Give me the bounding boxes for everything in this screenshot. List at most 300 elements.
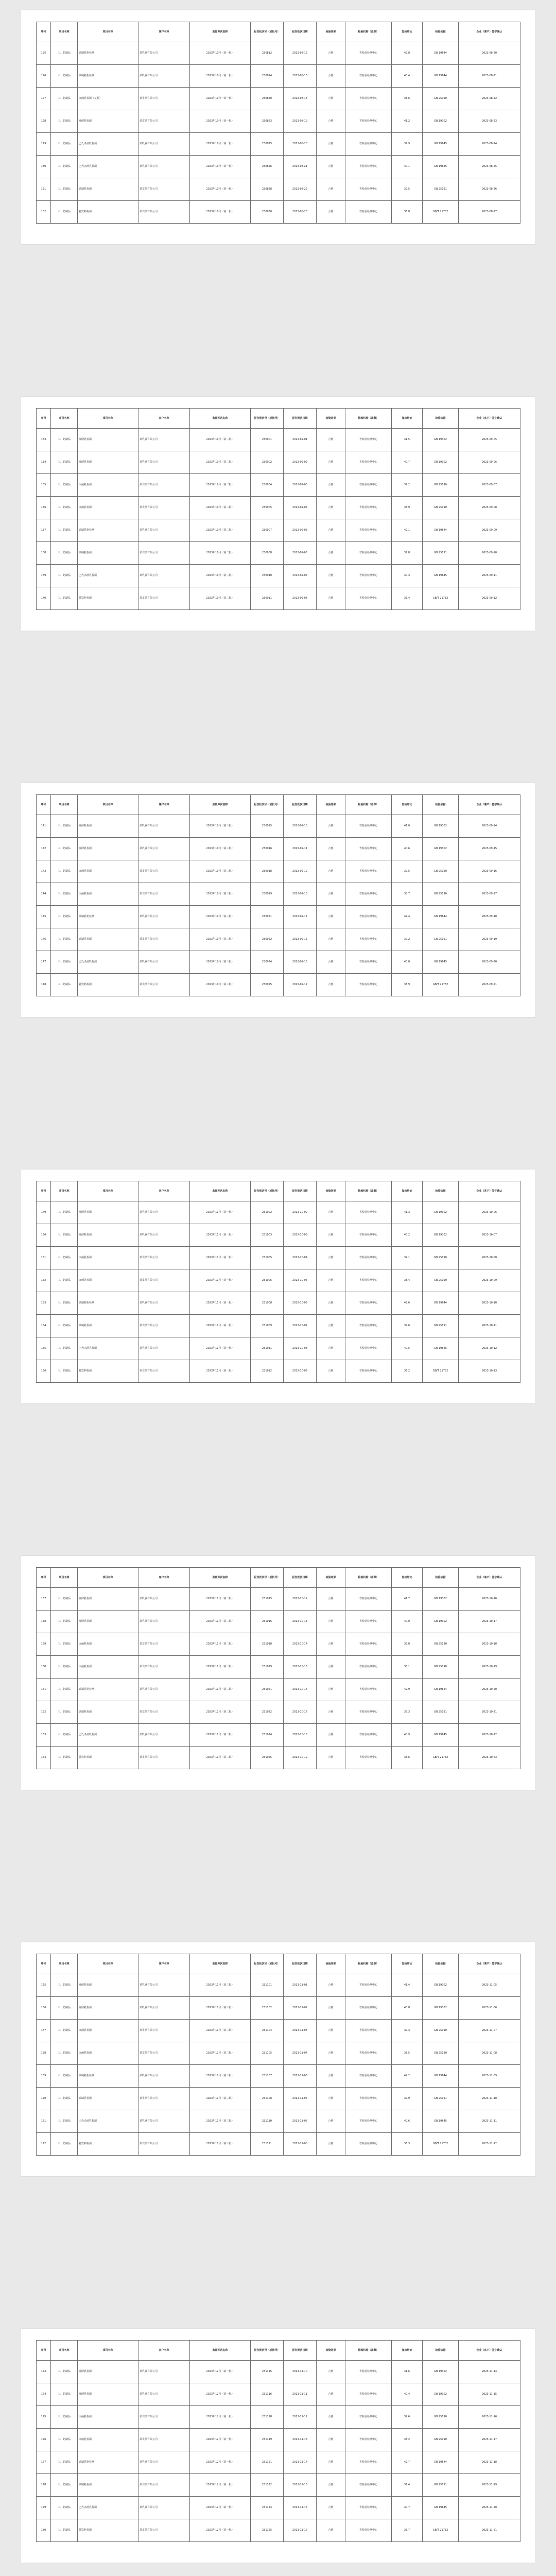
table-cell: 2023-11-10 xyxy=(459,2088,520,2110)
table-row xyxy=(37,951,520,974)
table-cell: 省检验检测中心 xyxy=(345,883,392,906)
table-cell: 155 xyxy=(37,1337,51,1360)
table-cell: GB 19302 xyxy=(423,1201,459,1224)
table-cell: 巴氏杀菌乳检测 xyxy=(78,1337,138,1360)
table-cell: GB 25190 xyxy=(423,88,459,110)
table-cell: 灭菌乳检测 xyxy=(78,2042,138,2065)
table-cell: 231021 xyxy=(251,1679,284,1701)
table-cell: 三、奶制品 xyxy=(51,1315,78,1337)
table-cell: 2023-11-15 xyxy=(459,2383,520,2406)
table-cell: 省检验检测中心 xyxy=(345,2429,392,2451)
table-header-row xyxy=(37,1181,520,1201)
table-cell: 2023-09-02 xyxy=(284,451,317,474)
table-cell: 省检验检测中心 xyxy=(345,1974,392,1997)
table-cell: 130 xyxy=(37,156,51,178)
table-cell: 41.3 xyxy=(392,1201,423,1224)
table-cell: 2023-09-09 xyxy=(459,519,520,542)
table-cell: 2023-09-18 xyxy=(459,906,520,928)
table-cell: GB 25190 xyxy=(423,1633,459,1656)
table-cell: GB 19644 xyxy=(423,2451,459,2474)
table-cell: 合格 xyxy=(317,860,345,883)
table-cell: 230919 xyxy=(251,883,284,906)
table-cell: 125 xyxy=(37,42,51,65)
table-cell: 某食品有限公司 xyxy=(138,2519,190,2542)
table-cell: 150 xyxy=(37,1224,51,1247)
table-cell: 合格 xyxy=(317,178,345,201)
table-cell: 2023-09-08 xyxy=(459,497,520,519)
table-cell: 2023-11-08 xyxy=(284,2133,317,2156)
table-cell: 省检验检测中心 xyxy=(345,429,392,451)
table-cell: 三、奶制品 xyxy=(51,2383,78,2406)
table-cell: 三、奶制品 xyxy=(51,974,78,996)
column-header: 客户名称 xyxy=(138,409,190,429)
table-cell: GB 19302 xyxy=(423,838,459,860)
table-cell: 三、奶制品 xyxy=(51,133,78,156)
table-cell: GB 19644 xyxy=(423,1679,459,1701)
table-cell: 138 xyxy=(37,542,51,565)
table-cell: 灭菌乳检测 xyxy=(78,1633,138,1656)
table-cell: 168 xyxy=(37,2042,51,2065)
table-cell: 37.9 xyxy=(392,2088,423,2110)
table-cell: 2023-09-12 xyxy=(459,587,520,610)
table-cell: 230910 xyxy=(251,565,284,587)
column-header: 企业（客户）签字确认 xyxy=(459,795,520,815)
column-header: 检验依据 xyxy=(423,2341,459,2361)
column-header: 报告批次号（或批号） xyxy=(251,2341,284,2361)
table-cell: 161 xyxy=(37,1679,51,1701)
table-cell: 调制乳粉检测 xyxy=(78,1292,138,1315)
table-cell: 230901 xyxy=(251,429,284,451)
column-header: 监督库次名称 xyxy=(190,1568,251,1588)
table-cell: 省检验检测中心 xyxy=(345,1679,392,1701)
table-row xyxy=(37,2474,520,2497)
table-cell: 某食品有限公司 xyxy=(138,974,190,996)
table-cell: 2023年10月（第一批） xyxy=(190,42,251,65)
table-cell: 42.6 xyxy=(392,1292,423,1315)
table-cell: 某食品有限公司 xyxy=(138,201,190,224)
table-cell: 170 xyxy=(37,2088,51,2110)
table-header-row xyxy=(37,1954,520,1974)
table-cell: 某食品有限公司 xyxy=(138,2474,190,2497)
table-header-row xyxy=(37,795,520,815)
table-cell: 调制乳粉检测 xyxy=(78,65,138,88)
table-cell: 157 xyxy=(37,1588,51,1611)
table-cell: 三、奶制品 xyxy=(51,1360,78,1383)
table-cell: 省检验检测中心 xyxy=(345,815,392,838)
table-row xyxy=(37,565,520,587)
table-cell: 2023年11月（第二批） xyxy=(190,1611,251,1633)
table-cell: 乳饮料检测 xyxy=(78,2133,138,2156)
table-cell: 三、奶制品 xyxy=(51,2519,78,2542)
table-cell: 2023年11月（第二批） xyxy=(190,1679,251,1701)
document-page xyxy=(21,397,535,631)
table-cell: 2023-08-22 xyxy=(284,178,317,201)
table-cell: 2023年11月（第一批） xyxy=(190,1292,251,1315)
column-header: 项目名称 xyxy=(78,795,138,815)
table-cell: 合格 xyxy=(317,928,345,951)
table-cell: 230825 xyxy=(251,133,284,156)
table-cell: 省检验检测中心 xyxy=(345,542,392,565)
table-cell: 合格 xyxy=(317,2133,345,2156)
table-cell: 省检验检测中心 xyxy=(345,2497,392,2519)
table-cell: 2023年10月（第三批） xyxy=(190,860,251,883)
table-cell: 灭菌乳检测（复检） xyxy=(78,88,138,110)
table-cell: 某乳业有限公司 xyxy=(138,1292,190,1315)
table-cell: 151 xyxy=(37,1247,51,1269)
table-cell: 230820 xyxy=(251,88,284,110)
table-cell: 2023-10-20 xyxy=(459,1679,520,1701)
table-cell: 2023-09-04 xyxy=(284,497,317,519)
table-cell: 141 xyxy=(37,815,51,838)
table-cell: 2023-08-22 xyxy=(459,88,520,110)
table-cell: 144 xyxy=(37,883,51,906)
table-cell: 合格 xyxy=(317,519,345,542)
table-cell: GB 19645 xyxy=(423,133,459,156)
table-cell: 三、奶制品 xyxy=(51,1292,78,1315)
table-cell: 三、奶制品 xyxy=(51,1747,78,1769)
table-cell: 175 xyxy=(37,2406,51,2429)
table-cell: 三、奶制品 xyxy=(51,2088,78,2110)
table-cell: 某乳业有限公司 xyxy=(138,156,190,178)
table-cell: 231005 xyxy=(251,1247,284,1269)
table-cell: GB/T 21732 xyxy=(423,1747,459,1769)
table-cell: 2023-08-26 xyxy=(459,178,520,201)
column-header: 项目名称 xyxy=(51,1181,78,1201)
table-cell: 发酵乳检测 xyxy=(78,1588,138,1611)
table-cell: 2023年12月（第一批） xyxy=(190,2497,251,2519)
table-cell: 合格 xyxy=(317,1747,345,1769)
table-cell: 230921 xyxy=(251,906,284,928)
table-cell: 合格 xyxy=(317,2497,345,2519)
table-cell: 2023-08-19 xyxy=(284,110,317,133)
table-cell: 2023-10-07 xyxy=(459,1224,520,1247)
table-cell: 合格 xyxy=(317,497,345,519)
table-cell: 41.5 xyxy=(392,429,423,451)
table-row xyxy=(37,906,520,928)
column-header: 复检结论 xyxy=(392,22,423,42)
table-cell: 三、奶制品 xyxy=(51,1701,78,1724)
column-header: 项目名称 xyxy=(78,22,138,42)
table-cell: 231108 xyxy=(251,2088,284,2110)
table-cell: 231002 xyxy=(251,1201,284,1224)
table-cell: GB 25191 xyxy=(423,542,459,565)
table-cell: 灭菌乳检测 xyxy=(78,1247,138,1269)
table-cell: 2023-11-21 xyxy=(459,2519,520,2542)
table-cell: 2023-09-07 xyxy=(284,565,317,587)
table-row xyxy=(37,1360,520,1383)
table-cell: 三、奶制品 xyxy=(51,2406,78,2429)
table-row xyxy=(37,2429,520,2451)
table-cell: 巴氏杀菌乳检测 xyxy=(78,133,138,156)
table-cell: 2023-08-24 xyxy=(459,133,520,156)
column-header: 报告批次号（或批号） xyxy=(251,1568,284,1588)
table-cell: 37.2 xyxy=(392,928,423,951)
table-cell: 2023年10月（第一批） xyxy=(190,65,251,88)
table-cell: 136 xyxy=(37,497,51,519)
table-cell: 2023-09-10 xyxy=(284,815,317,838)
table-cell: 2023-11-06 xyxy=(284,2088,317,2110)
table-cell: 165 xyxy=(37,1974,51,1997)
table-cell: 省检验检测中心 xyxy=(345,2406,392,2429)
table-cell: GB 25191 xyxy=(423,2474,459,2497)
table-cell: 乳饮料检测 xyxy=(78,974,138,996)
table-cell: 某食品有限公司 xyxy=(138,88,190,110)
table-cell: 2023年10月（第一批） xyxy=(190,178,251,201)
table-cell: 三、奶制品 xyxy=(51,2110,78,2133)
table-cell: 某食品有限公司 xyxy=(138,883,190,906)
table-row xyxy=(37,2497,520,2519)
table-cell: 调制乳检测 xyxy=(78,1701,138,1724)
column-header: 复检结论 xyxy=(392,2341,423,2361)
table-cell: 省检验检测中心 xyxy=(345,2133,392,2156)
table-cell: 三、奶制品 xyxy=(51,1224,78,1247)
table-cell: 三、奶制品 xyxy=(51,542,78,565)
column-header: 检验机构（盖章） xyxy=(345,795,392,815)
table-cell: 231019 xyxy=(251,1656,284,1679)
table-cell: 2023-09-05 xyxy=(459,429,520,451)
table-cell: 39.6 xyxy=(392,2406,423,2429)
table-cell: 合格 xyxy=(317,1656,345,1679)
column-header: 企业（客户）签字确认 xyxy=(459,409,520,429)
table-cell: 某乳业有限公司 xyxy=(138,65,190,88)
column-header: 检验结果 xyxy=(317,795,345,815)
column-header: 检验结果 xyxy=(317,409,345,429)
document-page xyxy=(21,783,535,1017)
table-cell: 2023-09-11 xyxy=(284,838,317,860)
table-cell: 某食品有限公司 xyxy=(138,1315,190,1337)
table-cell: 2023年10月（第三批） xyxy=(190,974,251,996)
table-cell: 灭菌乳检测 xyxy=(78,2406,138,2429)
table-cell: 2023-10-17 xyxy=(459,1611,520,1633)
table-row xyxy=(37,860,520,883)
table-cell: 231122 xyxy=(251,2474,284,2497)
table-cell: 乳饮料检测 xyxy=(78,587,138,610)
document-page xyxy=(21,10,535,244)
table-cell: 省检验检测中心 xyxy=(345,2474,392,2497)
column-header: 监督库次名称 xyxy=(190,22,251,42)
column-header: 项目名称 xyxy=(51,22,78,42)
column-header: 报告批次日期 xyxy=(284,22,317,42)
table-cell: 省检验检测中心 xyxy=(345,1747,392,1769)
column-header: 复检结论 xyxy=(392,409,423,429)
table-row xyxy=(37,928,520,951)
table-cell: 2023年12月（第一批） xyxy=(190,2383,251,2406)
table-row xyxy=(37,65,520,88)
table-cell: 2023-08-27 xyxy=(459,201,520,224)
table-cell: 231104 xyxy=(251,2020,284,2042)
table-row xyxy=(37,1315,520,1337)
table-cell: 131 xyxy=(37,178,51,201)
table-cell: 2023年10月（第一批） xyxy=(190,133,251,156)
table-cell: 三、奶制品 xyxy=(51,42,78,65)
table-cell: 合格 xyxy=(317,2042,345,2065)
table-cell: 某乳业有限公司 xyxy=(138,2383,190,2406)
table-cell: 省检验检测中心 xyxy=(345,1997,392,2020)
table-cell: 合格 xyxy=(317,1292,345,1315)
table-cell: 某乳业有限公司 xyxy=(138,1224,190,1247)
table-row xyxy=(37,815,520,838)
table-cell: 三、奶制品 xyxy=(51,1269,78,1292)
table-cell: GB/T 21732 xyxy=(423,587,459,610)
table-cell: 合格 xyxy=(317,2383,345,2406)
table-cell: 某乳业有限公司 xyxy=(138,1997,190,2020)
table-cell: 180 xyxy=(37,2519,51,2542)
table-cell: 某食品有限公司 xyxy=(138,1247,190,1269)
table-cell: 巴氏杀菌乳检测 xyxy=(78,156,138,178)
table-cell: 合格 xyxy=(317,906,345,928)
table-cell: 三、奶制品 xyxy=(51,2361,78,2383)
table-cell: 2023-09-07 xyxy=(459,474,520,497)
table-cell: GB 25190 xyxy=(423,2020,459,2042)
column-header: 报告批次日期 xyxy=(284,1954,317,1974)
table-cell: 2023-09-17 xyxy=(459,883,520,906)
table-cell: 148 xyxy=(37,974,51,996)
table-cell: 230915 xyxy=(251,815,284,838)
table-cell: 2023年12月（第一批） xyxy=(190,2474,251,2497)
table-cell: 某食品有限公司 xyxy=(138,2020,190,2042)
table-cell: 合格 xyxy=(317,88,345,110)
table-cell: 2023-10-02 xyxy=(284,1201,317,1224)
table-cell: 三、奶制品 xyxy=(51,1588,78,1611)
table-cell: 调制乳检测 xyxy=(78,542,138,565)
table-cell: 2023-09-03 xyxy=(284,474,317,497)
table-cell: 三、奶制品 xyxy=(51,1679,78,1701)
table-cell: 2023年11月（第三批） xyxy=(190,2110,251,2133)
table-cell: GB 25191 xyxy=(423,928,459,951)
table-cell: 2023-09-06 xyxy=(284,542,317,565)
table-cell: 合格 xyxy=(317,1201,345,1224)
table-cell: 230902 xyxy=(251,451,284,474)
table-cell: 某乳业有限公司 xyxy=(138,2497,190,2519)
table-cell: 合格 xyxy=(317,2110,345,2133)
table-cell: 2023年10月（第二批） xyxy=(190,474,251,497)
table-cell: 41.2 xyxy=(392,110,423,133)
table-cell: 172 xyxy=(37,2133,51,2156)
table-cell: 省检验检测中心 xyxy=(345,838,392,860)
column-header: 报告批次日期 xyxy=(284,2341,317,2361)
table-cell: 省检验检测中心 xyxy=(345,88,392,110)
table-cell: 2023-08-20 xyxy=(284,133,317,156)
table-cell: 合格 xyxy=(317,201,345,224)
table-cell: 省检验检测中心 xyxy=(345,906,392,928)
table-cell: 灭菌乳检测 xyxy=(78,1269,138,1292)
table-cell: 2023年10月（第二批） xyxy=(190,451,251,474)
table-cell: 三、奶制品 xyxy=(51,1656,78,1679)
table-cell: 40.7 xyxy=(392,451,423,474)
table-row xyxy=(37,1224,520,1247)
table-cell: 合格 xyxy=(317,1247,345,1269)
table-cell: 省检验检测中心 xyxy=(345,2383,392,2406)
table-cell: 发酵乳检测 xyxy=(78,1201,138,1224)
table-cell: 132 xyxy=(37,201,51,224)
table-cell: GB 25191 xyxy=(423,178,459,201)
table-cell: 2023年11月（第三批） xyxy=(190,1974,251,1997)
table-row xyxy=(37,474,520,497)
table-cell: 231105 xyxy=(251,2042,284,2065)
table-cell: 合格 xyxy=(317,2429,345,2451)
table-cell: 2023-11-18 xyxy=(459,2451,520,2474)
table-cell: 2023-11-12 xyxy=(284,2406,317,2429)
table-cell: 2023-09-13 xyxy=(284,883,317,906)
table-cell: 2023-11-09 xyxy=(459,2065,520,2088)
column-header: 客户名称 xyxy=(138,2341,190,2361)
table-cell: 2023-10-15 xyxy=(284,1656,317,1679)
table-cell: 39.1 xyxy=(392,1247,423,1269)
table-cell: 2023-10-23 xyxy=(459,1747,520,1769)
table-cell: 某乳业有限公司 xyxy=(138,838,190,860)
table-cell: GB 25190 xyxy=(423,2042,459,2065)
table-cell: 40.6 xyxy=(392,838,423,860)
table-cell: 230924 xyxy=(251,951,284,974)
table-cell: 省检验检测中心 xyxy=(345,565,392,587)
table-cell: 2023-11-08 xyxy=(459,2042,520,2065)
table-row xyxy=(37,451,520,474)
table-cell: 37.8 xyxy=(392,542,423,565)
column-header: 检验结果 xyxy=(317,22,345,42)
table-cell: 40.8 xyxy=(392,951,423,974)
table-cell: 某乳业有限公司 xyxy=(138,2110,190,2133)
table-cell: 合格 xyxy=(317,2361,345,2383)
table-cell: 灭菌乳检测 xyxy=(78,860,138,883)
table-cell: 2023-10-13 xyxy=(459,1360,520,1383)
table-cell: 231107 xyxy=(251,2065,284,2088)
document-page xyxy=(21,2329,535,2563)
table-cell: 省检验检测中心 xyxy=(345,1315,392,1337)
table-cell: 2023-10-09 xyxy=(459,1269,520,1292)
table-cell: 2023-10-12 xyxy=(284,1588,317,1611)
table-cell: 2023-11-12 xyxy=(459,2133,520,2156)
table-cell: 某乳业有限公司 xyxy=(138,1337,190,1360)
table-cell: GB 19302 xyxy=(423,110,459,133)
column-header: 检验依据 xyxy=(423,409,459,429)
table-cell: 2023-11-19 xyxy=(459,2474,520,2497)
table-cell: 179 xyxy=(37,2497,51,2519)
table-cell: 38.7 xyxy=(392,883,423,906)
table-cell: 2023年11月（第三批） xyxy=(190,2065,251,2088)
table-header-row xyxy=(37,22,520,42)
table-cell: 省检验检测中心 xyxy=(345,1633,392,1656)
table-cell: 230916 xyxy=(251,838,284,860)
table-cell: 2023年11月（第一批） xyxy=(190,1224,251,1247)
table-cell: 某食品有限公司 xyxy=(138,110,190,133)
table-cell: 2023-11-15 xyxy=(284,2474,317,2497)
table-cell: 某乳业有限公司 xyxy=(138,1974,190,1997)
table-cell: 三、奶制品 xyxy=(51,565,78,587)
table-cell: 调制乳检测 xyxy=(78,178,138,201)
table-cell: 调制乳检测 xyxy=(78,2474,138,2497)
table-cell: 166 xyxy=(37,1997,51,2020)
table-cell: 174 xyxy=(37,2383,51,2406)
table-cell: 合格 xyxy=(317,883,345,906)
table-cell: GB 19645 xyxy=(423,2497,459,2519)
table-cell: 省检验检测中心 xyxy=(345,201,392,224)
table-cell: 发酵乳检测 xyxy=(78,429,138,451)
table-row xyxy=(37,201,520,224)
table-cell: 三、奶制品 xyxy=(51,838,78,860)
table-cell: 231111 xyxy=(251,2133,284,2156)
table-cell: 231121 xyxy=(251,2451,284,2474)
table-cell: 2023年12月（第一批） xyxy=(190,2429,251,2451)
column-header: 检验机构（盖章） xyxy=(345,22,392,42)
table-cell: 2023-11-14 xyxy=(459,2361,520,2383)
column-header: 报告批次号（或批号） xyxy=(251,1954,284,1974)
table-cell: 省检验检测中心 xyxy=(345,1224,392,1247)
table-cell: 某乳业有限公司 xyxy=(138,42,190,65)
column-header: 报告批次日期 xyxy=(284,409,317,429)
table-cell: 三、奶制品 xyxy=(51,2020,78,2042)
table-cell: 2023-08-25 xyxy=(459,156,520,178)
table-cell: 灭菌乳检测 xyxy=(78,474,138,497)
